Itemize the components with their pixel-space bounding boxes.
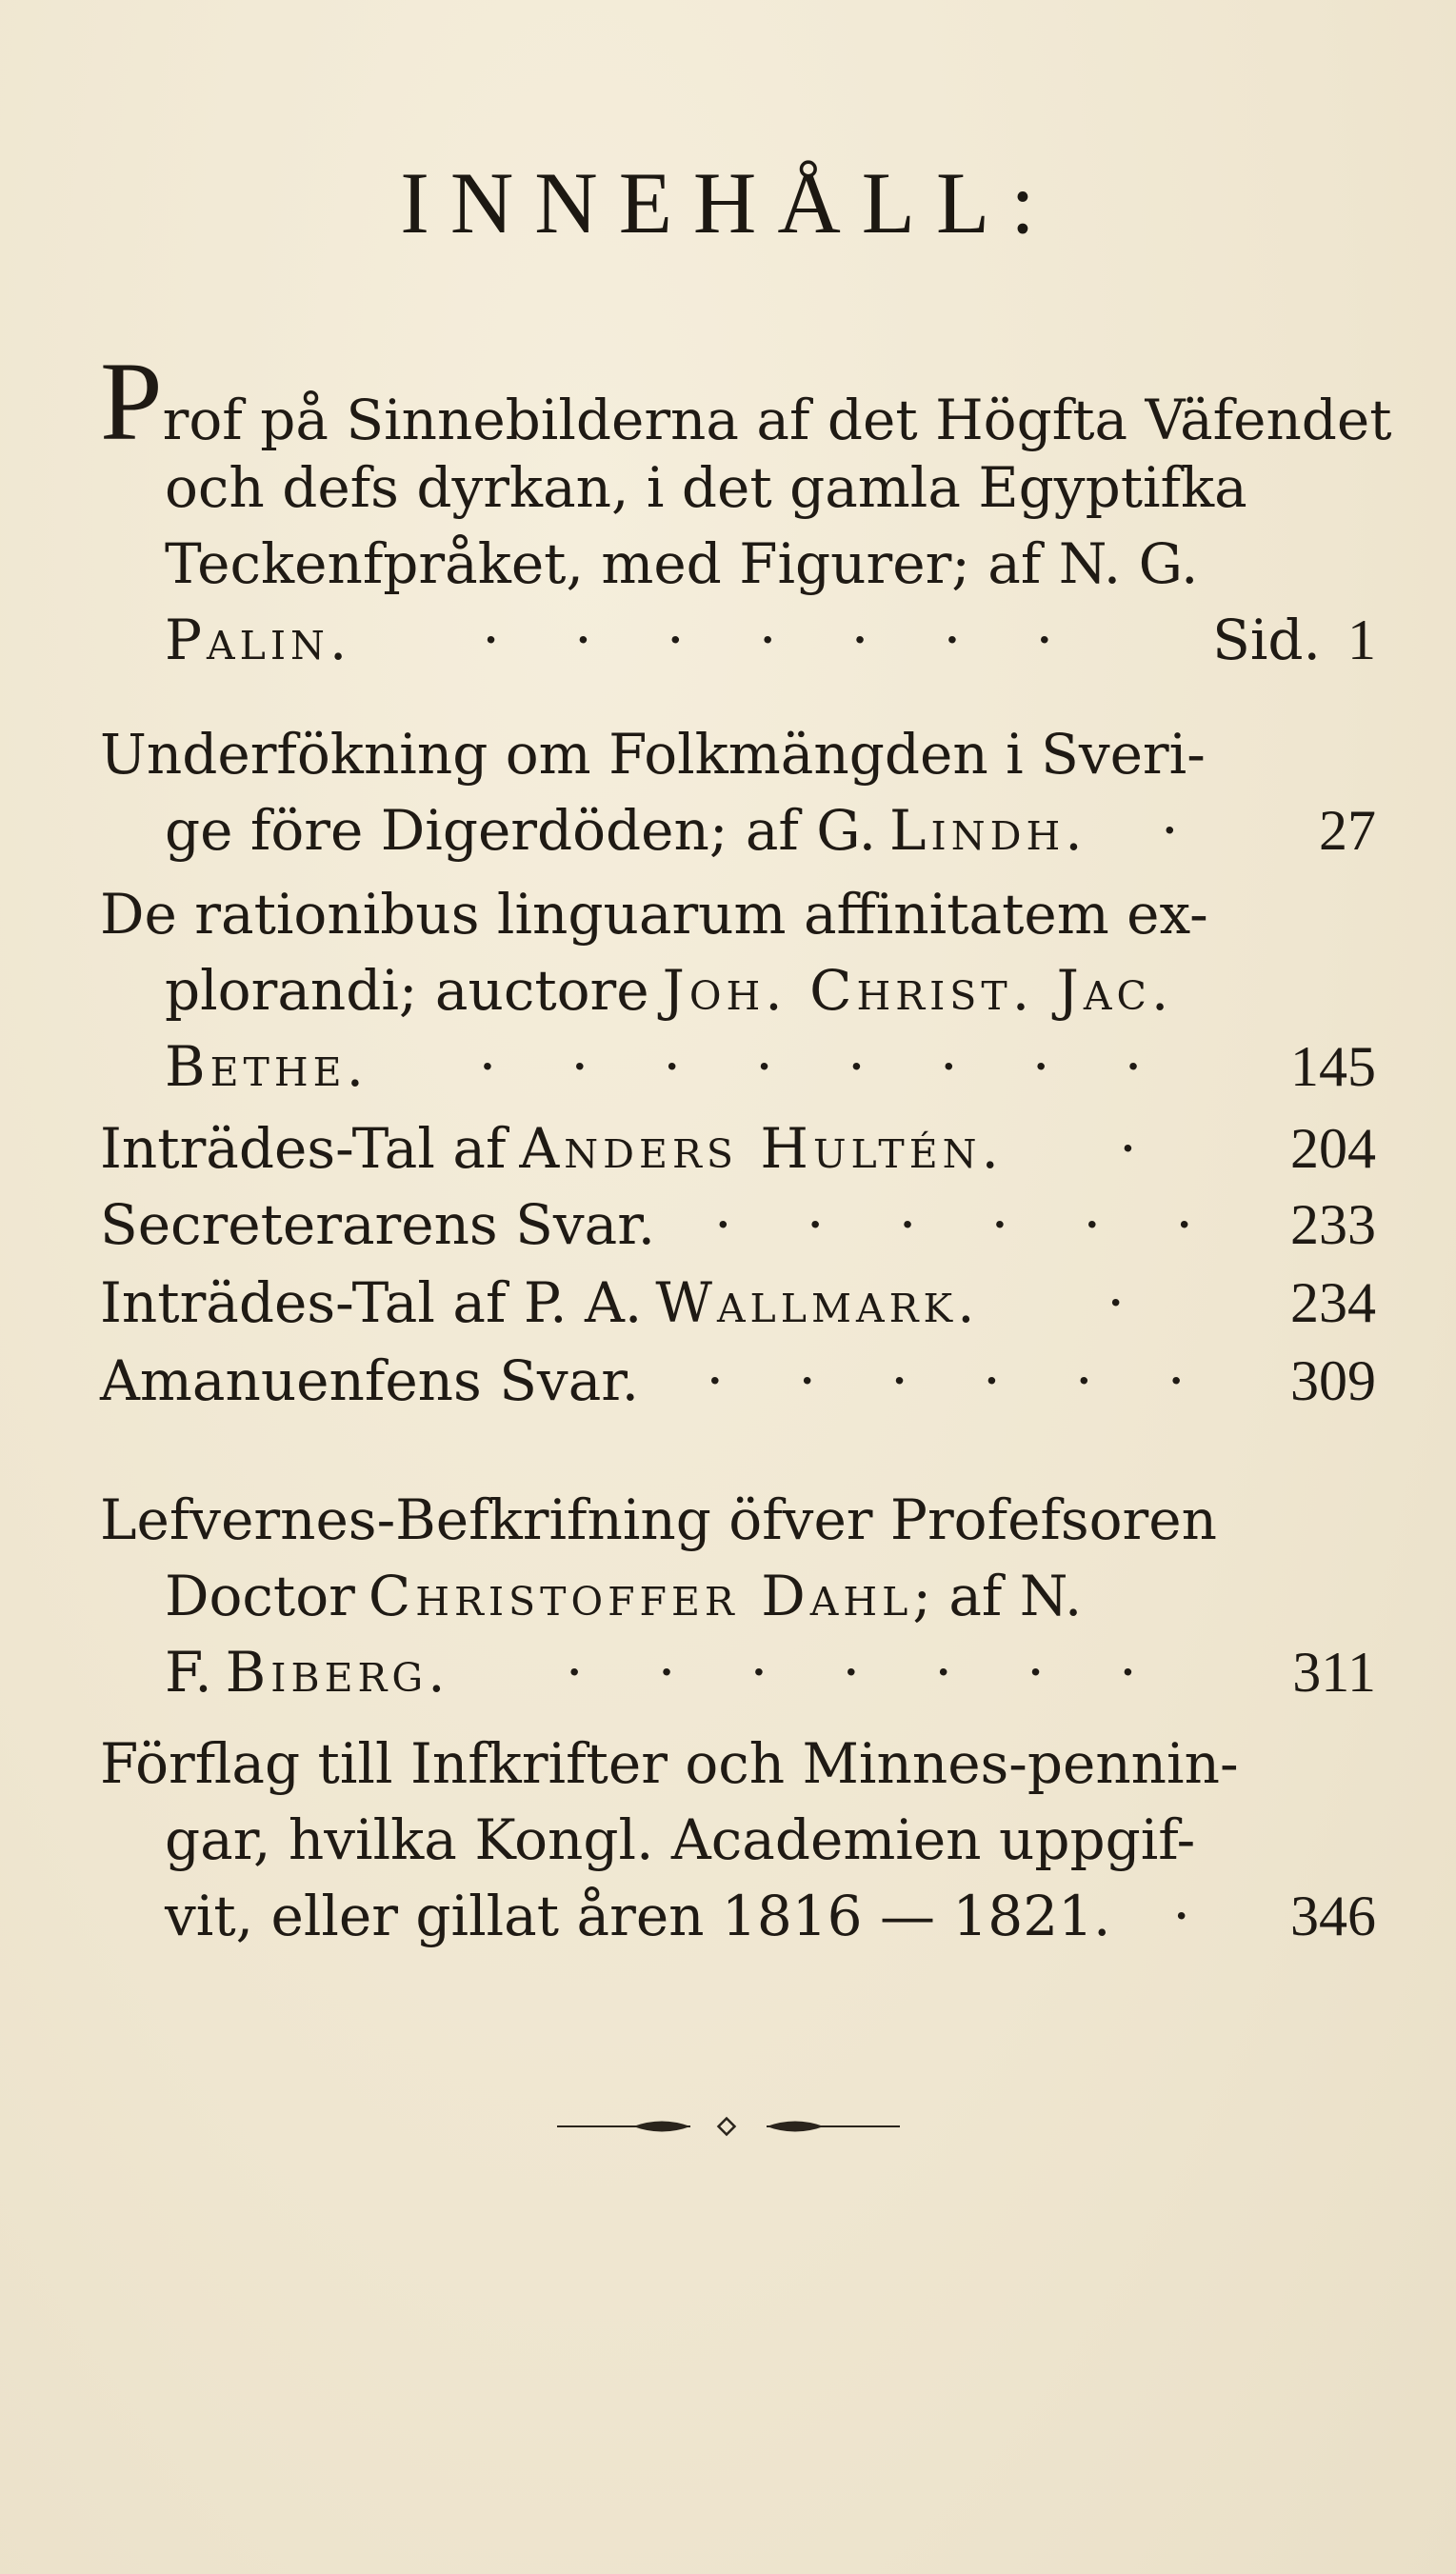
entry-text: Doctor [165,1564,355,1628]
toc-line [100,792,1376,868]
page-number: 311 [1292,1641,1376,1704]
toc-line [100,876,1376,952]
toc-line [100,716,1376,792]
toc-line [100,1558,1376,1634]
leader-dots: · [1119,1116,1166,1181]
leader-dots: · · · · · · · · [478,1034,1171,1099]
toc-line [100,1482,1376,1558]
toc-line [100,1878,1376,1954]
toc-entry [100,1110,1376,1187]
toc-line [100,526,1376,602]
toc-line [100,449,1376,526]
leader-dots: · [1161,798,1207,863]
author-name: Wallmark. [655,1270,980,1335]
entry-text: och defs dyrkan, i det gamla Egyptifka [165,455,1247,520]
toc-line [100,602,1376,678]
page-number: 346 [1290,1885,1376,1947]
toc-line [100,1110,1376,1187]
entry-text: plorandi; auctore [165,958,649,1023]
leader-dots: · · · · · · · [482,608,1083,672]
author-name: Bethe. [165,1034,369,1099]
page-title: INNEHÅLL: [400,154,1056,251]
leader-dots: · · · · · · · [565,1640,1166,1705]
entry-text: ge före Digerdöden; af G. [165,798,877,863]
entry-text: vit, eller gillat åren 1816 — 1821. [165,1884,1111,1948]
leader-dots: · · · · · · [706,1348,1214,1413]
leader-dots: · · · · · · [714,1192,1222,1257]
toc-line [100,1726,1376,1802]
entry-text: Lefvernes-Befkrifning öfver Profefsoren [100,1487,1217,1552]
toc-entry [100,1343,1376,1419]
entry-text: gar, hvilka Kongl. Academien uppgif- [165,1807,1196,1872]
page-number: 27 [1319,799,1376,862]
toc-entry [100,1265,1376,1341]
entry-text: De rationibus linguarum affinitatem ex- [100,882,1208,947]
toc-line [100,1187,1376,1263]
toc-entry [100,1482,1376,1710]
toc-entry [100,339,1392,678]
entry-text: rof på Sinnebilderna af det Högfta Väfendet [162,388,1392,452]
entry-text: Förflag till Infkrifter och Minnes-pennin- [100,1731,1239,1796]
ornament-rule-icon [557,2112,900,2141]
page-number: 145 [1290,1035,1376,1098]
toc-line [100,339,1392,464]
toc-line [100,1343,1376,1419]
page-number: 233 [1290,1193,1376,1256]
page-number: 309 [1290,1349,1376,1412]
toc-line [100,1634,1376,1710]
entry-text: Teckenfpråket, med Figurer; af N. G. [165,531,1199,596]
author-name: Biberg. [225,1640,450,1705]
toc-entry [100,1726,1376,1954]
toc-line [100,1265,1376,1341]
toc-line [100,1802,1376,1878]
page-number: 204 [1290,1117,1376,1180]
toc-line [100,952,1376,1028]
author-name: Joh. Christ. Jac. [662,958,1174,1023]
drop-cap: P [100,339,163,464]
leader-dots: · [1172,1884,1219,1948]
sid-label: Sid. [1212,608,1321,672]
entry-text: Inträdes-Tal af P. A. [100,1270,643,1335]
author-name: Palin. [165,608,352,672]
entry-text: Inträdes-Tal af [100,1116,507,1181]
entry-text: Underfökning om Folkmängden i Sveri- [100,722,1206,787]
leader-dots: · [1107,1270,1153,1335]
entry-text: Secreterarens Svar. [100,1192,656,1257]
author-name: Lindh. [889,798,1087,863]
toc-line [100,1028,1376,1105]
entry-text: Amanuenfens Svar. [100,1348,640,1413]
author-name: Anders Hultén. [519,1116,1004,1181]
toc-entry [100,1187,1376,1263]
page-number: 234 [1290,1271,1376,1334]
author-name: Christoffer Dahl [368,1564,913,1628]
toc-entry [100,876,1376,1105]
entry-text: F. [165,1640,212,1705]
entry-text: ; af N. [912,1564,1083,1628]
page-number: 1 [1347,609,1376,671]
toc-entry [100,716,1376,868]
